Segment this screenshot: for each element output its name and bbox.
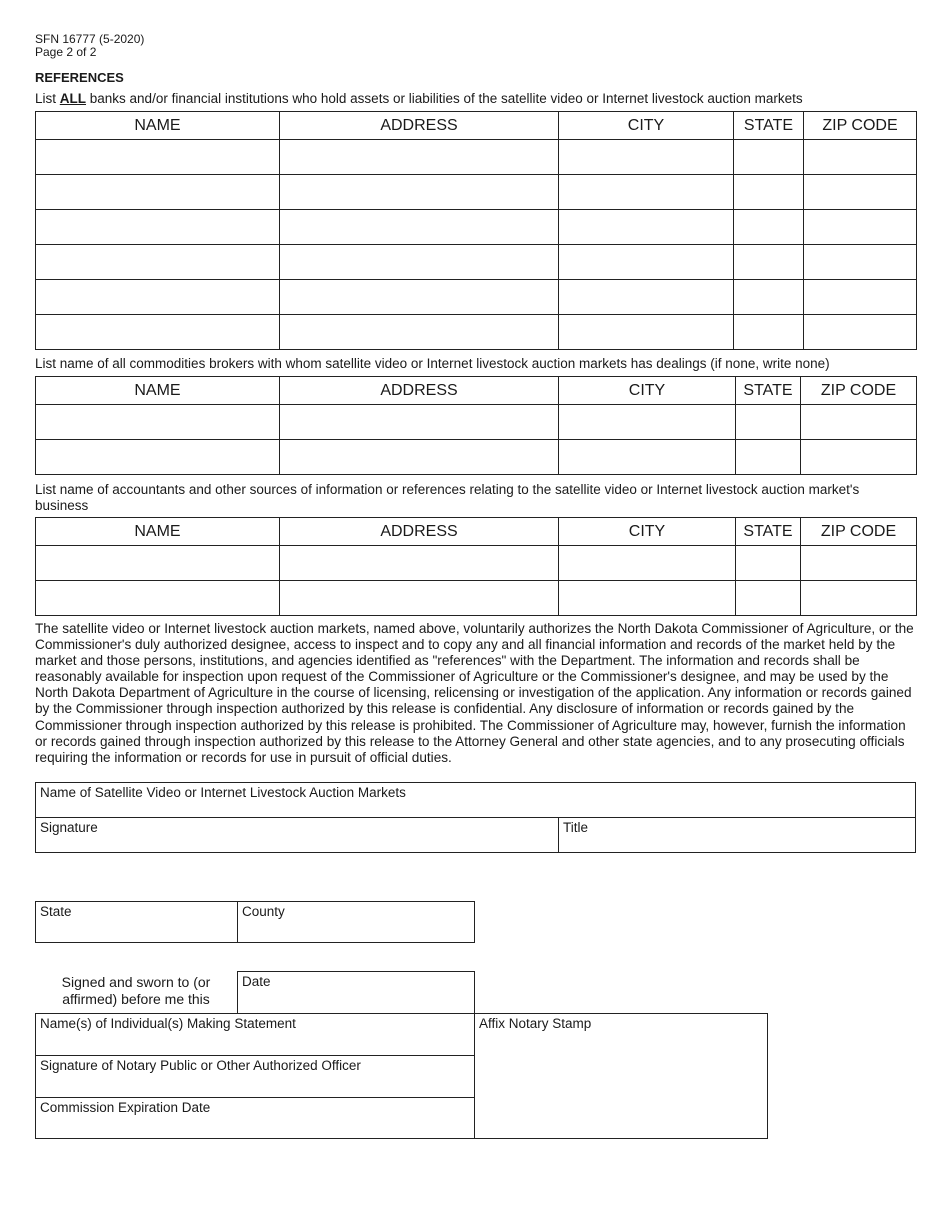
column-header-name: NAME — [36, 112, 280, 140]
column-header-city: CITY — [559, 518, 736, 546]
table-row — [36, 280, 917, 315]
name-cell[interactable] — [36, 405, 280, 440]
column-header-address: ADDRESS — [280, 377, 559, 405]
name-cell[interactable] — [36, 210, 280, 245]
table-row — [36, 140, 917, 175]
address-cell[interactable] — [280, 546, 559, 581]
table-row — [36, 546, 917, 581]
table-row — [36, 245, 917, 280]
address-cell[interactable] — [280, 210, 559, 245]
zip-cell[interactable] — [801, 405, 917, 440]
column-header-zip: ZIP CODE — [804, 112, 917, 140]
city-cell[interactable] — [559, 546, 736, 581]
table-header-row — [36, 112, 917, 140]
release-authorization-text: The satellite video or Internet livestock auction markets, named above, voluntarily authorizes the North Dakota Commissioner of Agriculture, or the Commissioner's duly authorized designee, access to inspect and to copy any and all financial information and records of the market held by the market and those persons, institutions, and agencies identified as "references" with the Department. The information and records shall be reasonably available for inspection upon request of the Commissioner of Agriculture or the Commissioner's designee, and may be used by the North Dakota Department of Agriculture in the course of licensing, relicensing or investigation of the application. Any information or records gained by the Commissioner through inspection authorized by this release is confidential. Any disclosure of information or records gained by the Commissioner through inspection authorized by this release is prohibited. The Commissioner of Agriculture may, however, furnish the information or records gained through inspection authorized by this release to the Attorney General and other state agencies, and to any prosecuting officials requiring the information or records for use in pursuit of official duties. — [35, 621, 914, 765]
banks-instruction — [35, 91, 803, 107]
table-row — [36, 405, 917, 440]
state-cell[interactable] — [734, 210, 804, 245]
title-field[interactable] — [558, 817, 916, 853]
state-cell[interactable] — [736, 581, 801, 616]
commission-expiration-label: Commission Expiration Date — [40, 1100, 211, 1115]
zip-cell[interactable] — [804, 210, 917, 245]
notary-stamp-label: Affix Notary Stamp — [479, 1016, 592, 1031]
state-cell[interactable] — [734, 175, 804, 210]
zip-cell[interactable] — [804, 280, 917, 315]
page-number: Page 2 of 2 — [35, 45, 97, 59]
references-heading: REFERENCES — [35, 70, 124, 85]
table-header-row — [36, 518, 917, 546]
state-cell[interactable] — [736, 405, 801, 440]
table-row — [36, 315, 917, 350]
title-label: Title — [563, 820, 589, 835]
table-row — [36, 175, 917, 210]
date-label: Date — [242, 974, 271, 989]
address-cell[interactable] — [280, 175, 559, 210]
city-cell[interactable] — [559, 210, 734, 245]
banks-table — [35, 111, 917, 350]
zip-cell[interactable] — [801, 581, 917, 616]
notary-signature-field[interactable] — [35, 1055, 475, 1098]
table-header-row — [36, 377, 917, 405]
state-label: State — [40, 904, 72, 919]
city-cell[interactable] — [559, 245, 734, 280]
brokers-table — [35, 376, 917, 475]
individuals-label: Name(s) of Individual(s) Making Statement — [40, 1016, 296, 1031]
date-field[interactable] — [237, 971, 475, 1014]
city-cell[interactable] — [559, 175, 734, 210]
banks-instruction-pre: List — [35, 91, 60, 106]
state-cell[interactable] — [734, 140, 804, 175]
address-cell[interactable] — [280, 405, 559, 440]
name-cell[interactable] — [36, 140, 280, 175]
signature-field[interactable] — [35, 817, 559, 853]
sworn-statement: Signed and sworn to (or affirmed) before me this — [61, 974, 211, 1007]
accountants-instruction: List name of accountants and other sources of information or references relating to the satellite video or Internet livestock auction market's business — [35, 482, 860, 513]
city-cell[interactable] — [559, 440, 736, 475]
column-header-zip: ZIP CODE — [801, 518, 917, 546]
column-header-city: CITY — [559, 112, 734, 140]
city-cell[interactable] — [559, 581, 736, 616]
name-cell[interactable] — [36, 546, 280, 581]
notary-signature-label: Signature of Notary Public or Other Authorized Officer — [40, 1058, 361, 1073]
column-header-state: STATE — [734, 112, 804, 140]
address-cell[interactable] — [280, 581, 559, 616]
county-label: County — [242, 904, 285, 919]
zip-cell[interactable] — [804, 175, 917, 210]
name-cell[interactable] — [36, 581, 280, 616]
column-header-name: NAME — [36, 518, 280, 546]
signature-label: Signature — [40, 820, 98, 835]
market-name-field[interactable] — [35, 782, 916, 818]
table-row — [36, 581, 917, 616]
commission-expiration-field[interactable] — [35, 1097, 475, 1139]
name-cell[interactable] — [36, 280, 280, 315]
state-cell[interactable] — [734, 315, 804, 350]
banks-instruction-emph: ALL — [59, 91, 87, 106]
state-field[interactable] — [35, 901, 238, 943]
name-cell[interactable] — [36, 245, 280, 280]
banks-instruction-post: banks and/or financial institutions who hold assets or liabilities of the satellite video or Internet livestock auction markets — [86, 91, 803, 106]
state-cell[interactable] — [736, 546, 801, 581]
column-header-city: CITY — [559, 377, 736, 405]
state-cell[interactable] — [734, 245, 804, 280]
brokers-instruction: List name of all commodities brokers with whom satellite video or Internet livestock auction markets has dealings (if none, write none) — [35, 356, 830, 371]
address-cell[interactable] — [280, 140, 559, 175]
zip-cell[interactable] — [801, 440, 917, 475]
zip-cell[interactable] — [804, 140, 917, 175]
county-field[interactable] — [237, 901, 475, 943]
name-cell[interactable] — [36, 440, 280, 475]
city-cell[interactable] — [559, 405, 736, 440]
column-header-zip: ZIP CODE — [801, 377, 917, 405]
address-cell[interactable] — [280, 315, 559, 350]
form-id: SFN 16777 (5-2020) — [35, 32, 145, 46]
column-header-address: ADDRESS — [280, 518, 559, 546]
city-cell[interactable] — [559, 140, 734, 175]
table-row — [36, 210, 917, 245]
address-cell[interactable] — [280, 280, 559, 315]
state-cell[interactable] — [736, 440, 801, 475]
notary-stamp-area — [474, 1013, 768, 1139]
column-header-address: ADDRESS — [280, 112, 559, 140]
city-cell[interactable] — [559, 280, 734, 315]
column-header-state: STATE — [736, 518, 801, 546]
address-cell[interactable] — [280, 440, 559, 475]
table-row — [36, 440, 917, 475]
column-header-name: NAME — [36, 377, 280, 405]
zip-cell[interactable] — [804, 245, 917, 280]
accountants-table — [35, 517, 917, 616]
city-cell[interactable] — [559, 315, 734, 350]
state-cell[interactable] — [734, 280, 804, 315]
zip-cell[interactable] — [801, 546, 917, 581]
market-name-label: Name of Satellite Video or Internet Livestock Auction Markets — [40, 785, 406, 800]
address-cell[interactable] — [280, 245, 559, 280]
column-header-state: STATE — [736, 377, 801, 405]
name-cell[interactable] — [36, 315, 280, 350]
form-header — [35, 33, 144, 59]
individuals-field[interactable] — [35, 1013, 475, 1056]
name-cell[interactable] — [36, 175, 280, 210]
zip-cell[interactable] — [804, 315, 917, 350]
